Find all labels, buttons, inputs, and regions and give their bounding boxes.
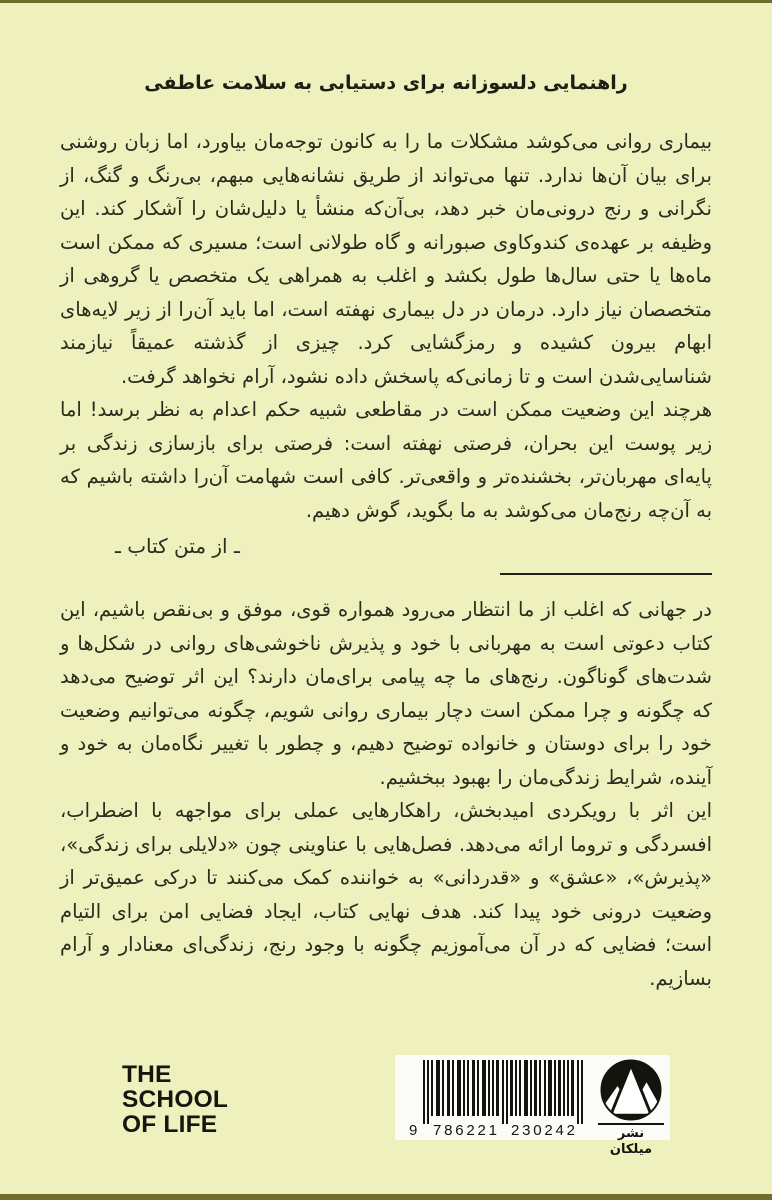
excerpt-paragraph: بیماری روانی می‌کوشد مشکلات ما را به کانون توجه‌مان بیاورد، اما زبان روشنی برای بیان آن‌ها ندارد. تنها می‌تواند از طریق نشانه‌هایی مبهم، بی‌رنگ و گنگ، از نگرانی و رنج درونی‌مان خبر دهد، بی‌آن‌که منشأ یا دلیل‌شان را آشکار کند. این وظیفه بر عهده‌ی کندوکاوی صبورانه و گاه طولانی است؛ مسیری که ممکن است ماه‌ها یا حتی سال‌ها طول بکشد و اغلب به همراهی یک متخصص یا گروهی از متخصصان نیاز دارد. درمان در دل بیماری نهفته است، اما باید آن‌را از زیر لایه‌های ابهام بیرون کشیده و رمزگشایی کرد. چیزی از گذشته عمیقاً نیازمند شناسایی‌شدن است و تا زمانی‌که پاسخش داده نشود، آرام نخواهد گرفت. [60,130,712,388]
publisher-name: نشر میلکان [598,1123,664,1158]
blurb-paragraph: در جهانی که اغلب از ما انتظار می‌رود همواره قوی، موفق و بی‌نقص باشیم، این کتاب دعوتی است به مهربانی با خود و پذیرش ناخوشی‌های روانی در شکل‌ها و شدت‌های گوناگون. رنج‌های ما چه پیامی برای‌مان دارند؟ این اثر توضیح می‌دهد که چگونه و چرا ممکن است دچار بیماری روانی شویم، چگونه می‌توانیم وضعیت خود را برای دوستان و خانواده توضیح دهیم، و چطور با تغییر نگاه‌مان به خود و آینده، شرایط زندگی‌مان را بهبود ببخشیم. [60,598,712,789]
isbn-barcode-panel [395,1055,670,1157]
excerpt-paragraph: هرچند این وضعیت ممکن است در مقاطعی شبیه حکم اعدام به نظر برسد! اما زیر پوست این بحران، فرصتی نهفته است: فرصتی برای بازسازی زندگی بر پایه‌ای مهربان‌تر، بخشنده‌تر و واقعی‌تر. کافی است شهامت آن‌را داشته باشیم که به آن‌چه رنج‌مان می‌کوشد به ما بگوید، گوش دهیم. [60,398,712,522]
school-of-life-logo-line: THE [122,1061,172,1088]
cover-bottom-edge [0,1194,772,1200]
cover-text-column [60,0,712,995]
barcode-digit-prefix: 9 [409,1122,418,1138]
school-of-life-logo [122,1062,228,1137]
excerpt-block [60,125,712,527]
section-divider [500,573,712,575]
cover-tagline: راهنمایی دلسوزانه برای دستیابی به سلامت عاطفی [144,72,628,94]
barcode-digits-group1: 786221 [433,1122,497,1138]
barcode-icon [407,1060,597,1138]
blurb-paragraph: این اثر با رویکردی امیدبخش، راهکارهایی عملی برای مواجهه با اضطراب، افسردگی و تروما ارائه می‌دهد. فصل‌هایی با عناوینی چون «دلایلی برای زندگی»، «پذیرش»، «عشق» و «قدردانی» به خواننده کمک می‌کنند تا درکی عمیق‌تر از وضعیت درونی خود پیدا کند. هدف نهایی کتاب، ایجاد فضایی امن برای التیام است؛ فضایی که در آن می‌آموزیم چگونه با وجود رنج، زندگی‌ای معنادار و آرام بسازیم. [60,799,712,990]
barcode-digits-group2: 230242 [511,1122,575,1138]
mountains-icon [600,1059,662,1121]
school-of-life-logo-line: OF LIFE [122,1111,218,1138]
publisher-logo [598,1059,664,1158]
blurb-block [60,593,712,995]
excerpt-attribution: ـ از متن کتاب ـ [115,534,240,558]
school-of-life-logo-line: SCHOOL [122,1086,229,1113]
